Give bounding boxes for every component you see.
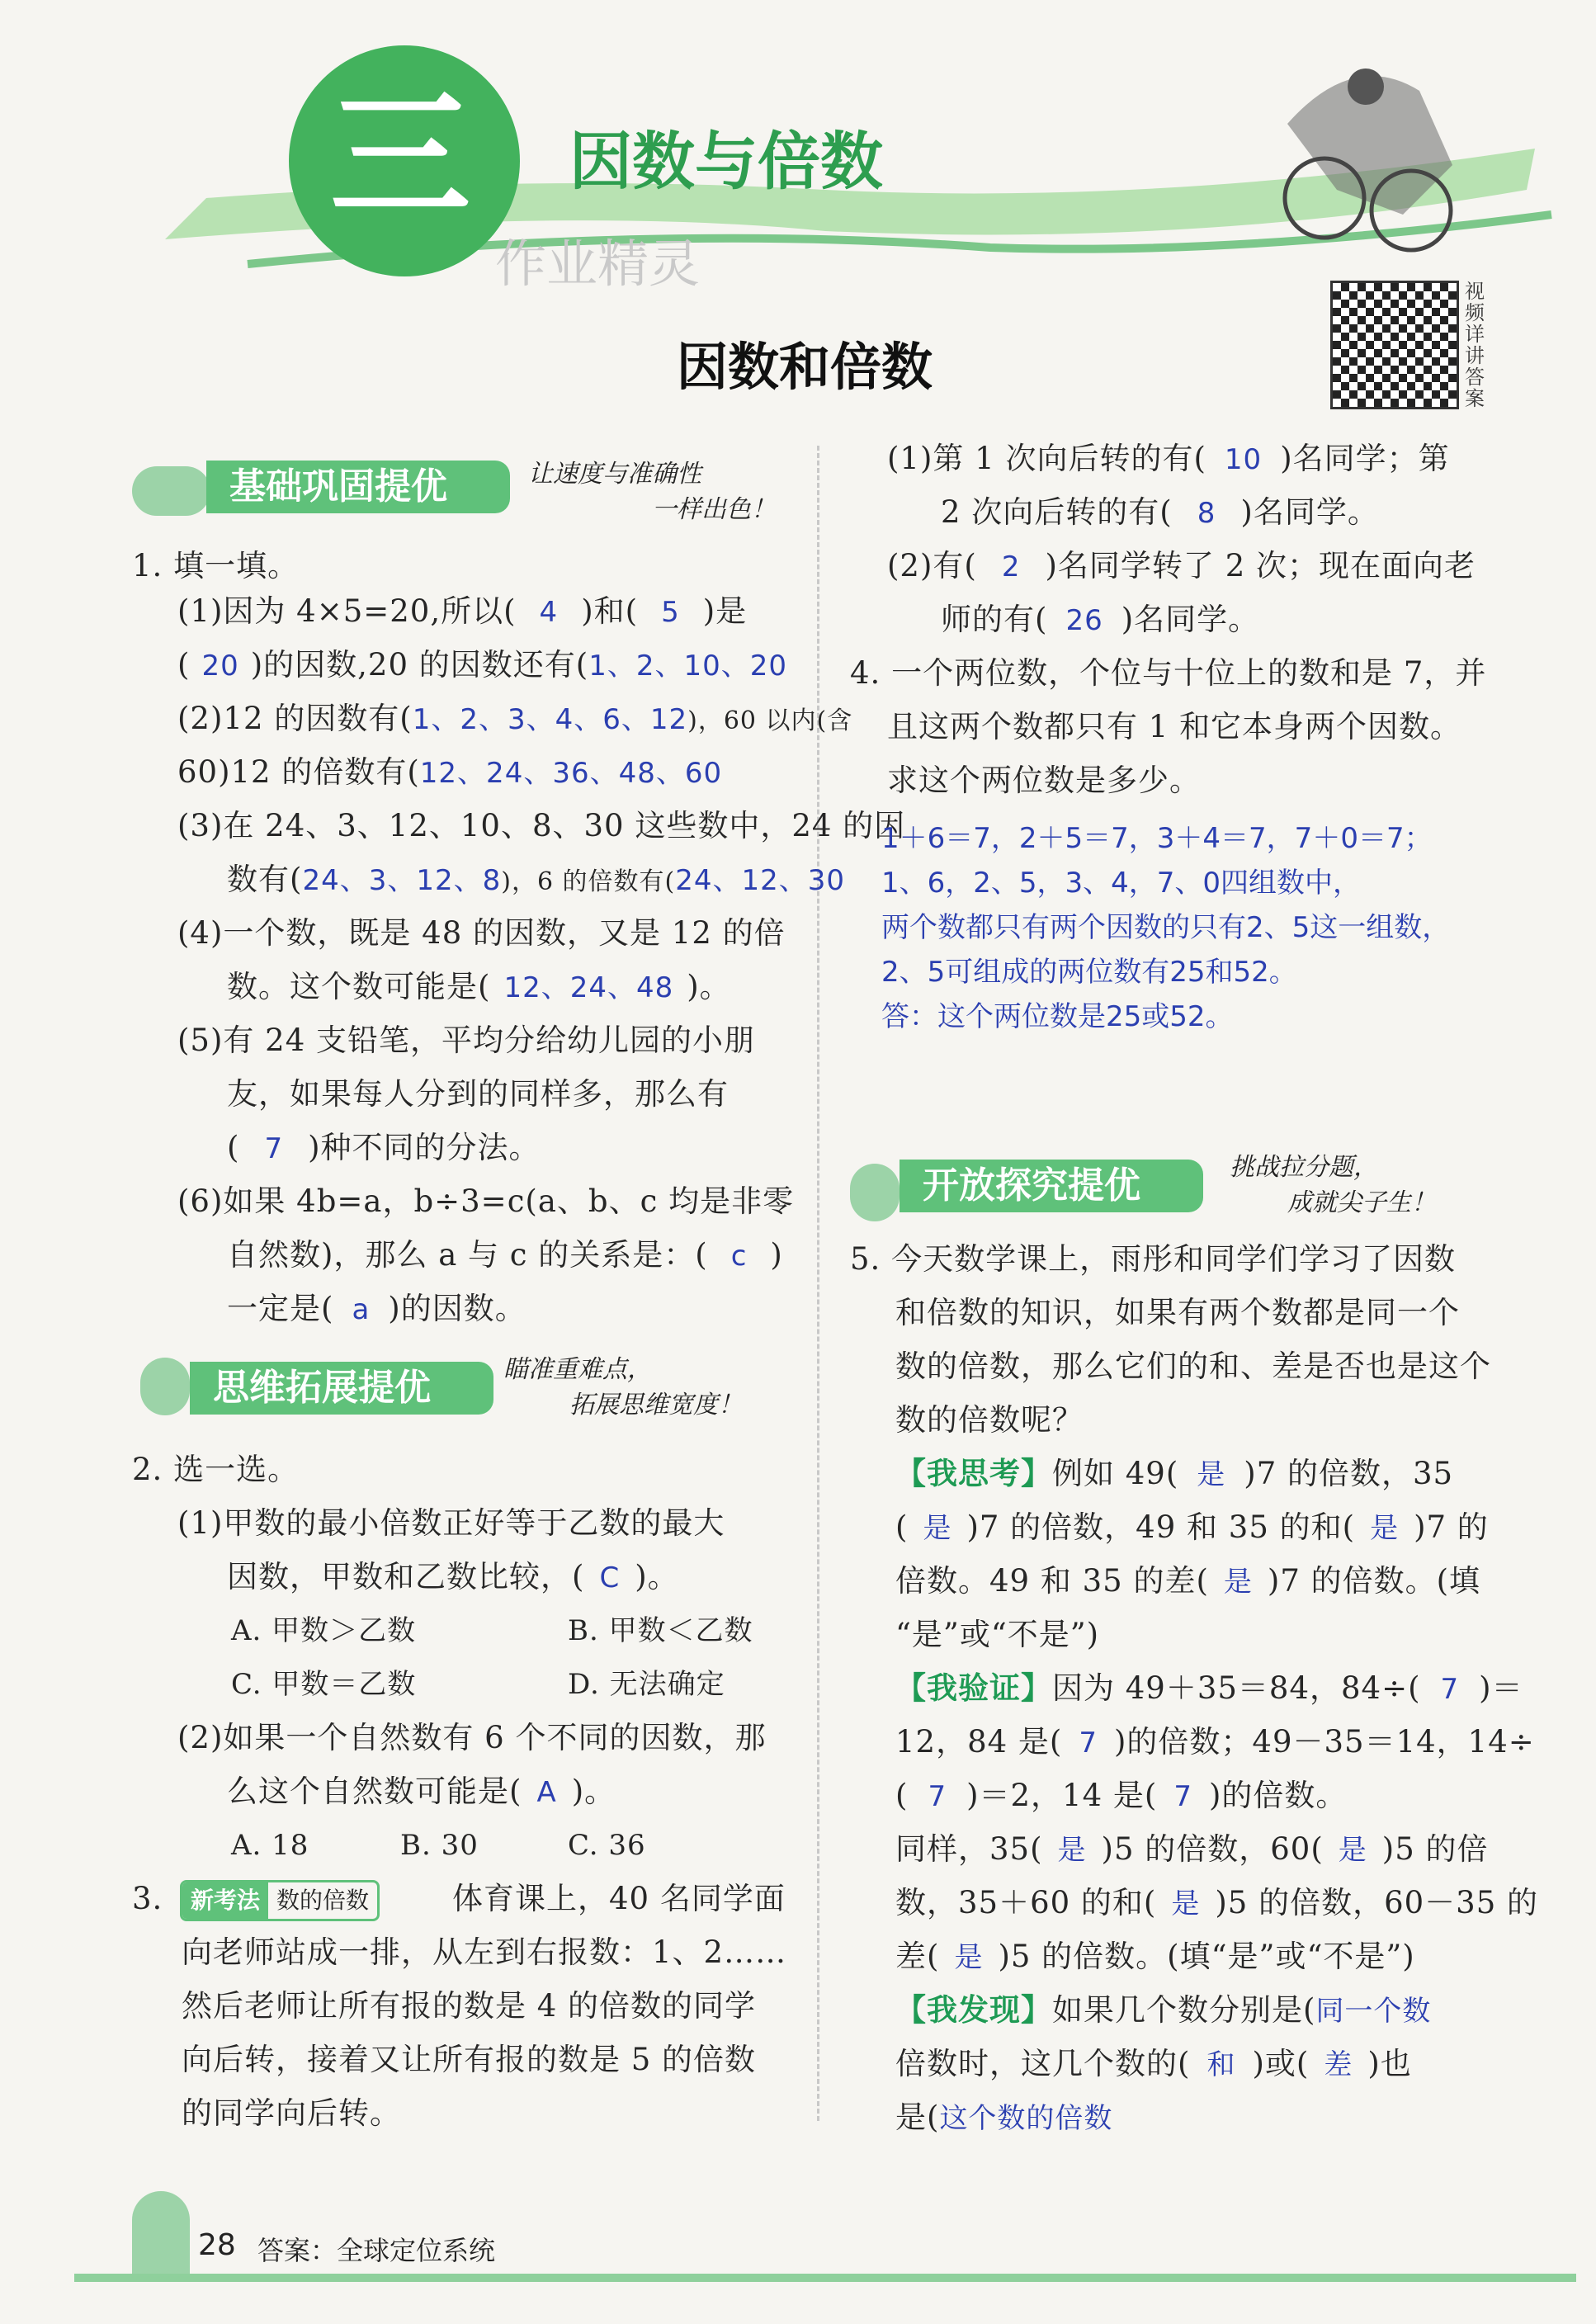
section3-motto2: 成就尖子生！	[1287, 1188, 1436, 1217]
q2-part2-line2: 么这个自然数可能是( A )。	[227, 1774, 616, 1809]
q1-part6-line3: 一定是( a )的因数。	[227, 1291, 526, 1326]
answer: 12、24、36、48、60	[419, 757, 723, 790]
answer: 是	[1171, 1887, 1201, 1920]
q5-think-line3: 倍数。49 和 35 的差( 是 )7 的倍数。(填	[895, 1563, 1481, 1599]
q1-heading: 1. 填一填。	[132, 548, 300, 583]
page-number: 28	[198, 2228, 236, 2262]
q3-line2: 向老师站成一排，从左到右报数：1、2……	[182, 1934, 787, 1970]
q5-discover-line1: 【我发现】如果几个数分别是(同一个数	[895, 1989, 1431, 2033]
q3-tag-topic: 数的倍数	[276, 1887, 370, 1914]
section2-motto2: 拓展思维宽度！	[569, 1391, 743, 1419]
q1-part3-line2: 数有(24、3、12、8)，6 的倍数有(24、12、30	[227, 862, 846, 897]
q3-line3: 然后老师让所有报的数是 4 的倍数的同学	[182, 1988, 757, 2024]
q5-think-line4: “是”或“不是”)	[895, 1617, 1100, 1652]
q5-line1: 5. 今天数学课上，雨彤和同学们学习了因数	[850, 1241, 1457, 1277]
q1-part6-line1: (6)如果 4b=a，b÷3=c(a、b、c 均是非零	[177, 1183, 795, 1219]
q5-same-line2: 数，35＋60 的和( 是 )5 的倍数，60－35 的	[895, 1885, 1539, 1920]
q3-line1: 体育课上，40 名同学面	[452, 1881, 786, 1916]
q5-line4: 数的倍数呢？	[895, 1402, 1084, 1438]
answer: 是	[1197, 1458, 1226, 1491]
q5-discover-line3: 是(这个数的倍数	[895, 2100, 1113, 2135]
q1-part1-line2: ( 20 )的因数,20 的因数还有(1、2、10、20	[177, 647, 787, 683]
answer: 12、24、48	[503, 971, 674, 1004]
q2-option-b: B. 甲数＜乙数	[568, 1614, 753, 1647]
chapter-title: 因数与倍数	[569, 125, 883, 198]
q4-answer-line4: 2、5可组成的两位数有25和52。	[881, 956, 1297, 989]
answer: 8	[1197, 497, 1216, 530]
q3-sub1-line2: 2 次向后转的有( 8 )名同学。	[941, 494, 1379, 530]
q3-line4: 向后转，接着又让所有报的数是 5 的倍数	[182, 2042, 757, 2077]
section3-motto1: 挑战拉分题，	[1230, 1153, 1378, 1182]
answer: 2	[1001, 550, 1021, 583]
answer: a	[352, 1293, 371, 1326]
q2-part2-option-a: A. 18	[231, 1829, 309, 1862]
answer: 是	[1057, 1834, 1087, 1867]
q5-line3: 数的倍数，那么它们的和、差是否也是这个	[895, 1349, 1491, 1384]
section1-motto1: 让速度与准确性	[528, 460, 701, 489]
watermark: 作业精灵	[495, 234, 701, 294]
q5-line2: 和倍数的知识，如果有两个数都是同一个	[895, 1295, 1460, 1330]
section3-title: 开放探究提优	[900, 1160, 1203, 1212]
q2-part1-line1: (1)甲数的最小倍数正好等于乙数的最大	[177, 1505, 725, 1541]
q3-sub2-line2: 师的有( 26 )名同学。	[941, 602, 1260, 637]
q3-line5: 的同学向后转。	[182, 2095, 401, 2131]
answer: 26	[1065, 604, 1103, 637]
q5-verify-line3: ( 7 )＝2，14 是( 7 )的倍数。	[895, 1778, 1348, 1813]
q1-part4-line2: 数。这个数可能是( 12、24、48 )。	[227, 969, 731, 1004]
footer-note: 答案：全球定位系统	[257, 2235, 496, 2266]
q4-answer-line5: 答：这个两位数是25或52。	[881, 1000, 1234, 1033]
q2-part2-line1: (2)如果一个自然数有 6 个不同的因数，那	[177, 1720, 767, 1755]
q2-option-d: D. 无法确定	[568, 1668, 725, 1701]
answer: 1、2、3、4、6、12	[412, 703, 688, 736]
q3-tag-new: 新考法	[182, 1882, 268, 1919]
answer: 是	[1370, 1512, 1400, 1545]
q5-verify-line2: 12，84 是( 7 )的倍数；49－35＝14，14÷	[895, 1724, 1535, 1760]
q1-part1-line1: (1)因为 4×5=20,所以( 4 )和( 5 )是	[177, 593, 748, 629]
answer: c	[730, 1240, 748, 1273]
q5-think-line2: ( 是 )7 的倍数，49 和 35 的和( 是 )7 的	[895, 1509, 1489, 1545]
footer-dolphin-icon	[132, 2191, 190, 2282]
answer: 是	[923, 1512, 952, 1545]
q1-part4-line1: (4)一个数，既是 48 的因数，又是 12 的倍	[177, 915, 786, 951]
section2-title: 思维拓展提优	[190, 1362, 493, 1415]
q1-part5-line3: ( 7 )种不同的分法。	[227, 1130, 541, 1165]
q5-same-line1: 同样，35( 是 )5 的倍数，60( 是 )5 的倍	[895, 1831, 1489, 1867]
answer: 7	[264, 1132, 284, 1165]
answer: 同一个数	[1315, 1995, 1432, 2028]
qr-caption: 视频详讲答案	[1465, 280, 1485, 410]
answer: 7	[1440, 1673, 1460, 1706]
discover-label: 【我发现】	[895, 1992, 1052, 2028]
q4-answer-line1: 1＋6＝7，2＋5＝7，3＋4＝7，7＋0＝7；	[881, 822, 1433, 855]
section1-motto2: 一样出色！	[652, 495, 776, 524]
answer: 7	[1079, 1726, 1098, 1760]
answer: 4	[539, 596, 559, 629]
answer: A	[536, 1776, 557, 1809]
q3-sub2-line1: (2)有( 2 )名同学转了 2 次；现在面向老	[887, 548, 1476, 583]
footer-bar	[74, 2274, 1576, 2282]
answer: 20	[201, 649, 239, 683]
answer: 是	[954, 1941, 984, 1974]
q1-part6-line2: 自然数)，那么 a 与 c 的关系是：( c )	[227, 1237, 783, 1273]
q5-verify-line1: 【我验证】因为 49＋35＝84，84÷( 7 )＝	[895, 1667, 1523, 1711]
answer: 24、12、30	[675, 864, 846, 897]
section1-title: 基础巩固提优	[206, 461, 510, 513]
answer: 这个数的倍数	[939, 2102, 1113, 2135]
section3-icon	[850, 1164, 900, 1221]
answer: 10	[1224, 443, 1263, 476]
q1-part5-line2: 友，如果每人分到的同样多，那么有	[227, 1076, 729, 1112]
section2-icon	[140, 1358, 190, 1415]
answer: 24、3、12、8	[302, 864, 502, 897]
answer: 7	[1173, 1780, 1192, 1813]
q2-part1-line2: 因数，甲数和乙数比较，( C )。	[227, 1559, 679, 1594]
q3-sub1-line1: (1)第 1 次向后转的有( 10 )名同学；第	[887, 441, 1450, 476]
q2-option-a: A. 甲数＞乙数	[231, 1614, 417, 1647]
q4-line2: 且这两个数都只有 1 和它本身两个因数。	[887, 709, 1462, 744]
q4-answer-line3: 两个数都只有两个因数的只有2、5这一组数，	[881, 911, 1451, 944]
section2-motto1: 瞄准重难点，	[503, 1355, 652, 1384]
answer: C	[599, 1561, 621, 1594]
think-label: 【我思考】	[895, 1456, 1052, 1491]
q1-part2-line1: (2)12 的因数有(1、2、3、4、6、12)，60 以内(含	[177, 701, 853, 736]
lesson-title: 因数和倍数	[677, 337, 933, 397]
answer: 差	[1324, 2048, 1353, 2081]
q1-part3-line1: (3)在 24、3、12、10、8、30 这些数中，24 的因	[177, 808, 906, 843]
answer: 7	[928, 1780, 947, 1813]
q5-same-line3: 差( 是 )5 的倍数。(填“是”或“不是”)	[895, 1939, 1415, 1974]
q2-part2-option-c: C. 36	[568, 1829, 646, 1862]
q3-number: 3.	[132, 1881, 163, 1916]
answer: 1、2、10、20	[588, 649, 787, 683]
q4-line1: 4. 一个两位数，个位与十位上的数和是 7，并	[850, 655, 1487, 691]
q1-part5-line1: (5)有 24 支铅笔，平均分给幼儿园的小朋	[177, 1023, 756, 1058]
answer: 5	[661, 596, 680, 629]
q4-answer-line2: 1、6，2、5，3、4，7、0四组数中，	[881, 867, 1362, 900]
q1-part2-line2: 60)12 的倍数有(12、24、36、48、60	[177, 754, 723, 790]
answer: 和	[1206, 2048, 1236, 2081]
answer: 是	[1338, 1834, 1367, 1867]
q5-discover-line2: 倍数时，这几个数的( 和 )或( 差 )也	[895, 2046, 1412, 2081]
q2-option-c: C. 甲数＝乙数	[231, 1668, 417, 1701]
section1-icon	[132, 466, 210, 516]
q2-part2-option-b: B. 30	[400, 1829, 479, 1862]
q2-heading: 2. 选一选。	[132, 1452, 300, 1487]
qr-code[interactable]	[1330, 281, 1459, 409]
verify-label: 【我验证】	[895, 1670, 1052, 1706]
q5-think-line1: 【我思考】例如 49( 是 )7 的倍数，35	[895, 1452, 1453, 1496]
q3-tag	[180, 1880, 380, 1921]
answer: 是	[1223, 1566, 1253, 1599]
chapter-number: 三	[330, 75, 471, 239]
q4-line3: 求这个两位数是多少。	[887, 763, 1201, 798]
